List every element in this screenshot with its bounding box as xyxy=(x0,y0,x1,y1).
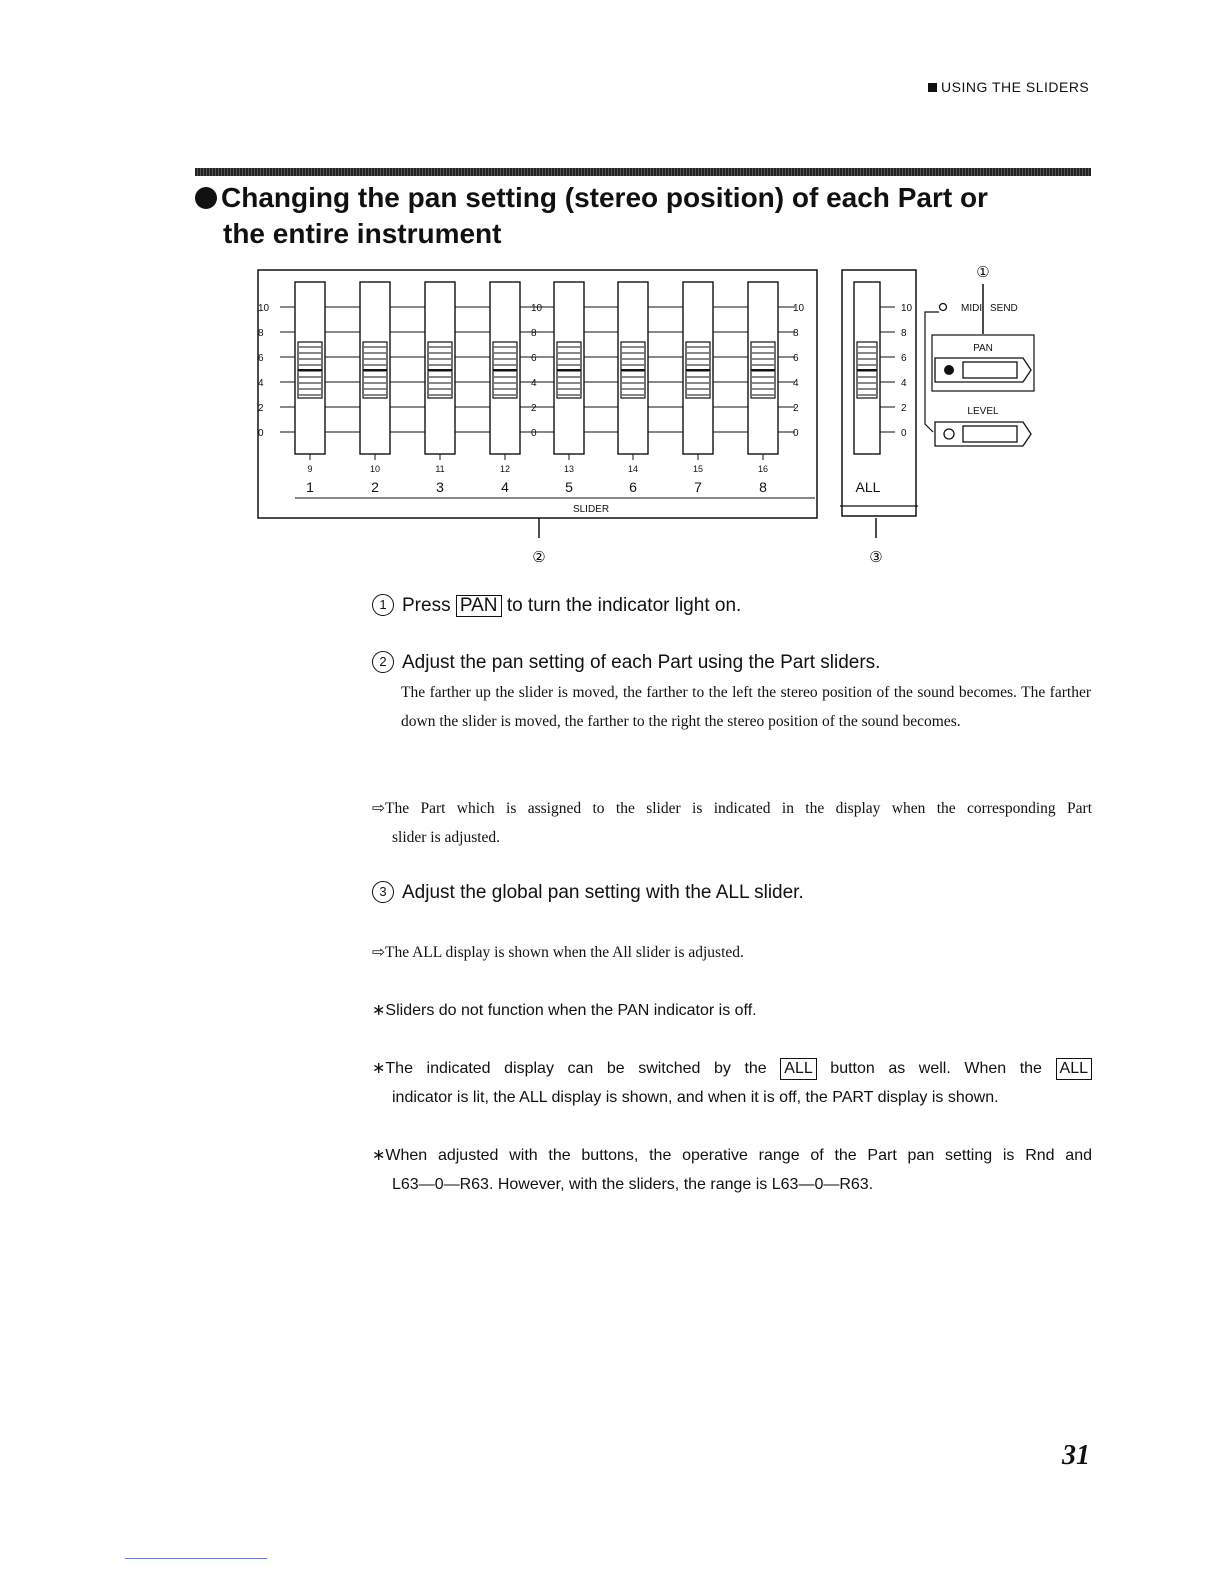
slider-number: 2 xyxy=(371,479,379,495)
a2-before: ∗The indicated display can be switched by the xyxy=(372,1060,767,1077)
scale-label: 4 xyxy=(258,378,264,389)
step-number: 3 xyxy=(372,881,394,903)
slider-small-number: 11 xyxy=(435,464,445,474)
pan-key: PAN xyxy=(456,595,502,617)
level-label: LEVEL xyxy=(967,406,999,417)
scale-label: 6 xyxy=(531,353,537,364)
level-led-off-icon xyxy=(944,429,954,439)
scale-label: 8 xyxy=(531,328,537,339)
slider-number: 5 xyxy=(565,479,573,495)
scale-label: 4 xyxy=(901,378,907,389)
note-part-display xyxy=(372,794,1092,852)
scale-label: 10 xyxy=(901,303,913,314)
slider-small-number: 14 xyxy=(627,464,639,474)
step-2-text: Adjust the pan setting of each Part using the Part sliders. xyxy=(402,652,881,673)
slider-number: 4 xyxy=(501,479,509,495)
pan-button-key xyxy=(963,362,1017,378)
slider-panel-diagram xyxy=(255,262,1045,572)
callout-2: ② xyxy=(532,549,546,566)
asterisk-note-3-line-1: ∗When adjusted with the buttons, the operative range of the Part pan setting is Rnd and xyxy=(372,1147,1092,1164)
page-title xyxy=(195,180,1095,252)
title-rule xyxy=(195,168,1091,176)
send-label: SEND xyxy=(990,303,1018,314)
scale-label: 8 xyxy=(258,328,264,339)
callout-3: ③ xyxy=(869,549,883,566)
asterisk-note-1: ∗Sliders do not function when the PAN indicator is off. xyxy=(372,1002,757,1019)
slider-small-number: 15 xyxy=(692,464,704,474)
scale-label: 10 xyxy=(531,303,543,314)
all-slider-label: ALL xyxy=(855,479,881,495)
scale-label: 0 xyxy=(793,428,799,439)
step-3-text: Adjust the global pan setting with the ALL slider. xyxy=(402,882,804,903)
asterisk-note-2 xyxy=(372,1054,1092,1112)
slider-number: 7 xyxy=(694,479,702,495)
all-key: ALL xyxy=(780,1058,816,1080)
midi-label: MIDI xyxy=(961,303,983,314)
slider-number: 1 xyxy=(306,479,314,495)
scale-label: 0 xyxy=(901,428,907,439)
scale-label: 6 xyxy=(901,353,907,364)
scale-label: 2 xyxy=(793,403,799,414)
scale-label: 8 xyxy=(901,328,907,339)
step-1-text-before: Press xyxy=(402,595,451,616)
scale-label: 6 xyxy=(258,353,264,364)
all-key: ALL xyxy=(1056,1058,1092,1080)
title-line-2: the entire instrument xyxy=(223,218,502,249)
midi-led-icon xyxy=(940,304,947,311)
step-number: 2 xyxy=(372,651,394,673)
slider-number: 6 xyxy=(629,479,637,495)
slider-number: 3 xyxy=(436,479,444,495)
note-all-display: ⇨The ALL display is shown when the All slider is adjusted. xyxy=(372,944,744,961)
scale-label: 10 xyxy=(258,303,270,314)
scale-label: 2 xyxy=(531,403,537,414)
step-number: 1 xyxy=(372,594,394,616)
step-2 xyxy=(372,651,880,674)
scale-label: 2 xyxy=(258,403,264,414)
level-button-key xyxy=(963,426,1017,442)
step-1 xyxy=(372,594,741,617)
asterisk-note-3 xyxy=(372,1141,1092,1199)
scale-label: 4 xyxy=(793,378,799,389)
callout-1: ① xyxy=(976,264,990,281)
step-1-text-after: to turn the indicator light on. xyxy=(506,595,742,616)
slider-small-number: 16 xyxy=(757,464,769,474)
slider-small-number: 9 xyxy=(307,464,313,474)
section-header xyxy=(928,79,1089,95)
footer-rule xyxy=(125,1558,267,1559)
note-1-line-2: slider is adjusted. xyxy=(392,829,501,846)
note-1-line-1: ⇨The Part which is assigned to the slider is indicated in the display when the corresponding Part xyxy=(372,800,1092,817)
pan-led-on-icon xyxy=(944,365,954,375)
scale-label: 0 xyxy=(531,428,537,439)
scale-label: 8 xyxy=(793,328,799,339)
slider-small-number: 12 xyxy=(499,464,511,474)
level-bracket xyxy=(925,410,933,432)
pan-label: PAN xyxy=(973,343,993,354)
slider-group-label: SLIDER xyxy=(572,504,610,515)
slider-small-number: 13 xyxy=(563,464,575,474)
slider-number: 8 xyxy=(759,479,767,495)
asterisk-note-2-line-2: indicator is lit, the ALL display is shown, and when it is off, the PART display is shown. xyxy=(392,1089,999,1106)
step-2-body: The farther up the slider is moved, the farther to the left the stereo position of the sound becomes. The farther down the slider is moved, the farther to the right the stereo position of the sound becomes. xyxy=(401,684,1091,730)
a2-mid: button as well. When the xyxy=(830,1060,1042,1077)
asterisk-note-3-line-2: L63—0—R63. However, with the sliders, the range is L63—0—R63. xyxy=(392,1176,874,1193)
title-line-1: Changing the pan setting (stereo position) of each Part or xyxy=(221,182,988,213)
scale-label: 2 xyxy=(901,403,907,414)
scale-label: 10 xyxy=(793,303,805,314)
scale-label: 6 xyxy=(793,353,799,364)
page-number: 31 xyxy=(1062,1440,1090,1471)
asterisk-note-2-line-1 xyxy=(372,1054,1092,1083)
scale-label: 4 xyxy=(531,378,537,389)
square-bullet-icon xyxy=(928,83,937,92)
step-3 xyxy=(372,881,804,904)
scale-label: 0 xyxy=(258,428,264,439)
bullet-dot-icon xyxy=(195,187,217,209)
slider-small-number: 10 xyxy=(369,464,381,474)
section-header-label: USING THE SLIDERS xyxy=(941,79,1090,95)
